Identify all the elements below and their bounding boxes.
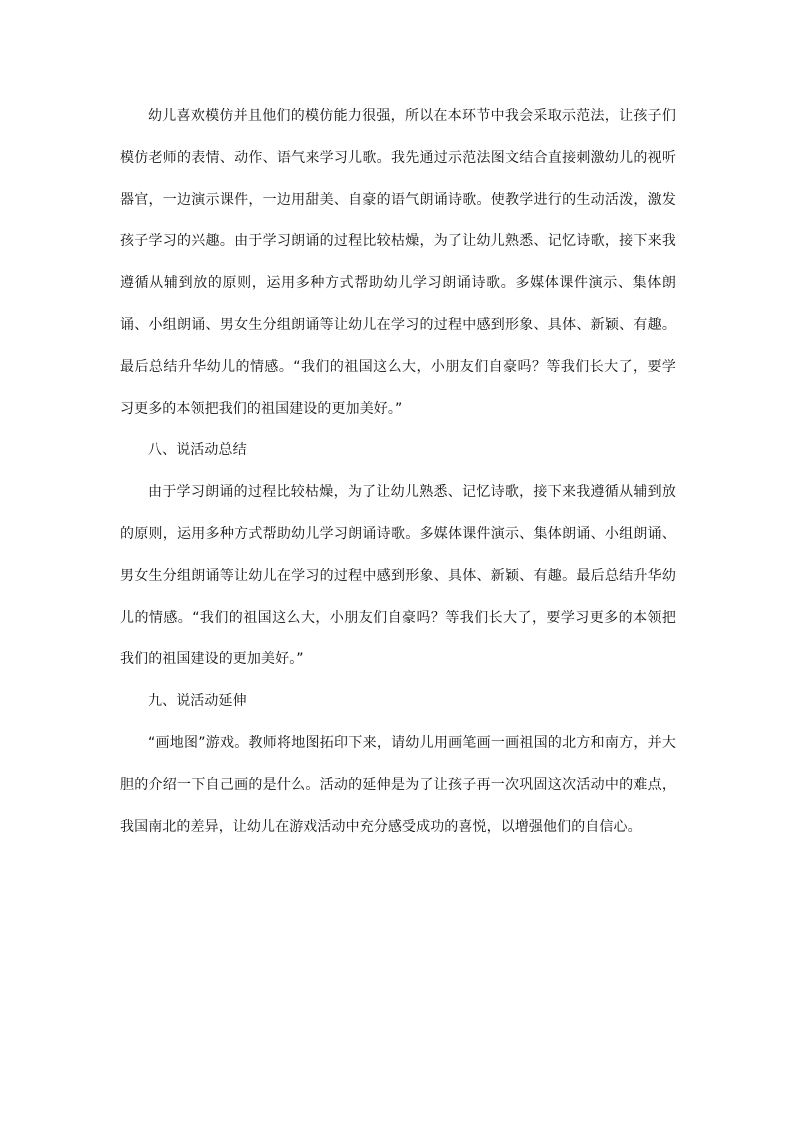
document-body xyxy=(120,96,676,848)
section-heading-summary: 八、说活动总结 xyxy=(148,442,247,459)
section-heading-extension: 九、说活动延伸 xyxy=(148,693,247,710)
paragraph-extension: “画地图”游戏。教师将地图拓印下来，请幼儿用画笔画一画祖国的北方和南方，并大胆的介绍一下自己画的是什么。活动的延伸是为了让孩子再一次巩固这次活动中的难点，我国南北的差异，让幼儿在游戏活动中充分感受成功的喜悦，以增强他们的自信心。 xyxy=(120,734,676,835)
paragraph-summary: 由于学习朗诵的过程比较枯燥，为了让幼儿熟悉、记忆诗歌，接下来我遵循从辅到放的原则，运用多种方式帮助幼儿学习朗诵诗歌。多媒体课件演示、集体朗诵、小组朗诵、男女生分组朗诵等让幼儿在学习的过程中感到形象、具体、新颖、有趣。最后总结升华幼儿的情感。“我们的祖国这么大，小朋友们自豪吗？等我们长大了，要学习更多的本领把我们的祖国建设的更加美好。” xyxy=(120,484,676,668)
paragraph-teaching-method: 幼儿喜欢模仿并且他们的模仿能力很强，所以在本环节中我会采取示范法，让孩子们模仿老师的表情、动作、语气来学习儿歌。我先通过示范法图文结合直接刺激幼儿的视听器官，一边演示课件，一边用甜美、自豪的语气朗诵诗歌。使教学进行的生动活泼，激发孩子学习的兴趣。由于学习朗诵的过程比较枯燥，为了让幼儿熟悉、记忆诗歌，接下来我遵循从辅到放的原则，运用多种方式帮助幼儿学习朗诵诗歌。多媒体课件演示、集体朗诵、小组朗诵、男女生分组朗诵等让幼儿在学习的过程中感到形象、具体、新颖、有趣。最后总结升华幼儿的情感。“我们的祖国这么大，小朋友们自豪吗？等我们长大了，要学习更多的本领把我们的祖国建设的更加美好。” xyxy=(120,108,676,417)
